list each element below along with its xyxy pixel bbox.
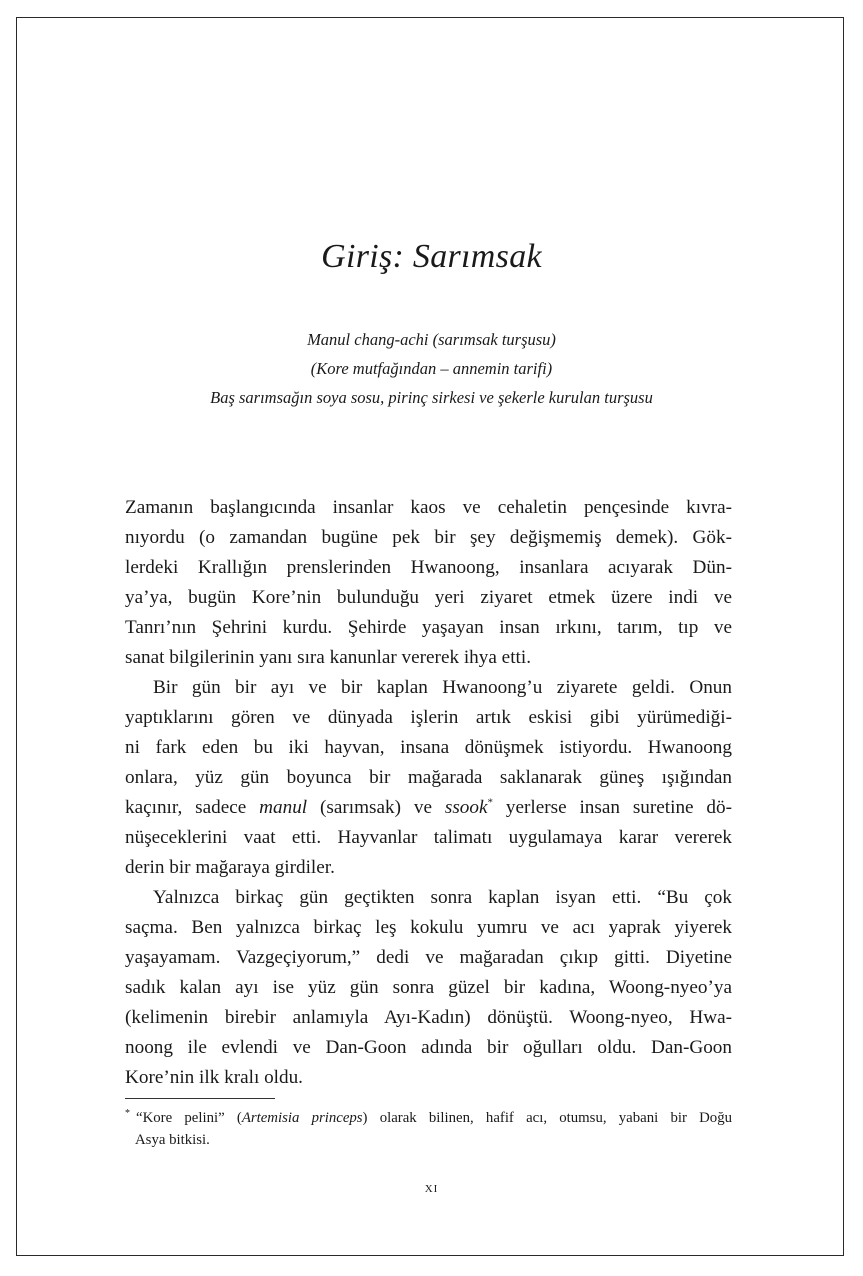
text-segment: kaçınır, sadece — [125, 797, 247, 818]
text-segment: yerlerse insan suretine dö- — [505, 797, 733, 818]
recipe-source: (Kore mutfağından – annemin tarifi) — [310, 359, 553, 378]
footnote-text: “Kore pelini” ( — [136, 1109, 242, 1126]
paragraph-2 — [125, 673, 732, 883]
footnote-latin-name: Artemisia princeps — [241, 1109, 363, 1126]
text-line: nüşeceklerini vaat etti. Hayvanlar talimatı uygulamaya karar vererek — [125, 827, 732, 848]
term-ssook: ssook — [444, 797, 488, 818]
text-line — [125, 793, 732, 823]
text-line: (kelimenin birebir anlamıyla Ayı-Kadın) dönüştü. Woong-nyeo, Hwa- — [125, 1007, 732, 1028]
body-text — [125, 493, 732, 1093]
text-line: ni fark eden bu iki hayvan, insana dönüşmek istiyordu. Hwanoong — [125, 737, 732, 758]
footnote-line — [125, 1103, 732, 1129]
footnote-divider — [125, 1098, 275, 1099]
recipe-epigraph — [0, 325, 863, 412]
text-line: yaptıklarını gören ve dünyada işlerin artık eskisi gibi yürümediği- — [125, 707, 732, 728]
text-line: Bir gün bir ayı ve bir kaplan Hwanoong’u ziyarete geldi. Onun — [153, 677, 732, 698]
text-line: Yalnızca birkaç gün geçtikten sonra kaplan isyan etti. “Bu çok — [153, 887, 732, 908]
text-line: sanat bilgilerinin yanı sıra kanunlar vererek ihya etti. — [125, 647, 531, 668]
text-line: nıyordu (o zamandan bugüne pek bir şey değişmemiş demek). Gök- — [125, 527, 732, 548]
footnote — [125, 1103, 732, 1151]
footnote-mark: * — [125, 1108, 130, 1119]
page-number: xi — [424, 1180, 439, 1196]
term-manul: manul — [259, 797, 308, 818]
text-line: Tanrı’nın Şehrini kurdu. Şehirde yaşayan insan ırkını, tarım, tıp ve — [125, 617, 732, 638]
text-line: derin bir mağaraya girdiler. — [125, 857, 335, 878]
text-line: sadık kalan ayı ise yüz gün sonra güzel bir kadına, Woong-nyeo’ya — [125, 977, 732, 998]
text-line: yaşayamam. Vazgeçiyorum,” dedi ve mağaradan çıkıp gitti. Diyetine — [125, 947, 732, 968]
paragraph-1 — [125, 493, 732, 673]
text-line: Zamanın başlangıcında insanlar kaos ve cehaletin pençesinde kıvra- — [125, 497, 732, 518]
text-line: lerdeki Krallığın prenslerinden Hwanoong, insanlara acıyarak Dün- — [125, 557, 732, 578]
footnote-reference: * — [487, 796, 493, 809]
footnote-line: Asya bitkisi. — [135, 1131, 210, 1148]
recipe-description: Baş sarımsağın soya sosu, pirinç sirkesi ve şekerle kurulan turşusu — [210, 388, 653, 407]
text-line: onlara, yüz gün boyunca bir mağarada saklanarak güneş ışığından — [125, 767, 732, 788]
text-line: Kore’nin ilk kralı oldu. — [125, 1067, 303, 1088]
paragraph-3 — [125, 883, 732, 1093]
recipe-name: Manul chang-achi (sarımsak turşusu) — [307, 330, 556, 349]
text-segment: (sarımsak) ve — [320, 797, 432, 818]
text-line: saçma. Ben yalnızca birkaç leş kokulu yumru ve acı yaprak yiyerek — [125, 917, 732, 938]
footnote-text: ) olarak bilinen, hafif acı, otumsu, yabani bir Doğu — [362, 1109, 732, 1126]
text-line: ya’ya, bugün Kore’nin bulunduğu yeri ziyaret etmek üzere indi ve — [125, 587, 732, 608]
text-line: noong ile evlendi ve Dan-Goon adında bir oğulları oldu. Dan-Goon — [125, 1037, 732, 1058]
chapter-title: Giriş: Sarımsak — [321, 238, 542, 275]
